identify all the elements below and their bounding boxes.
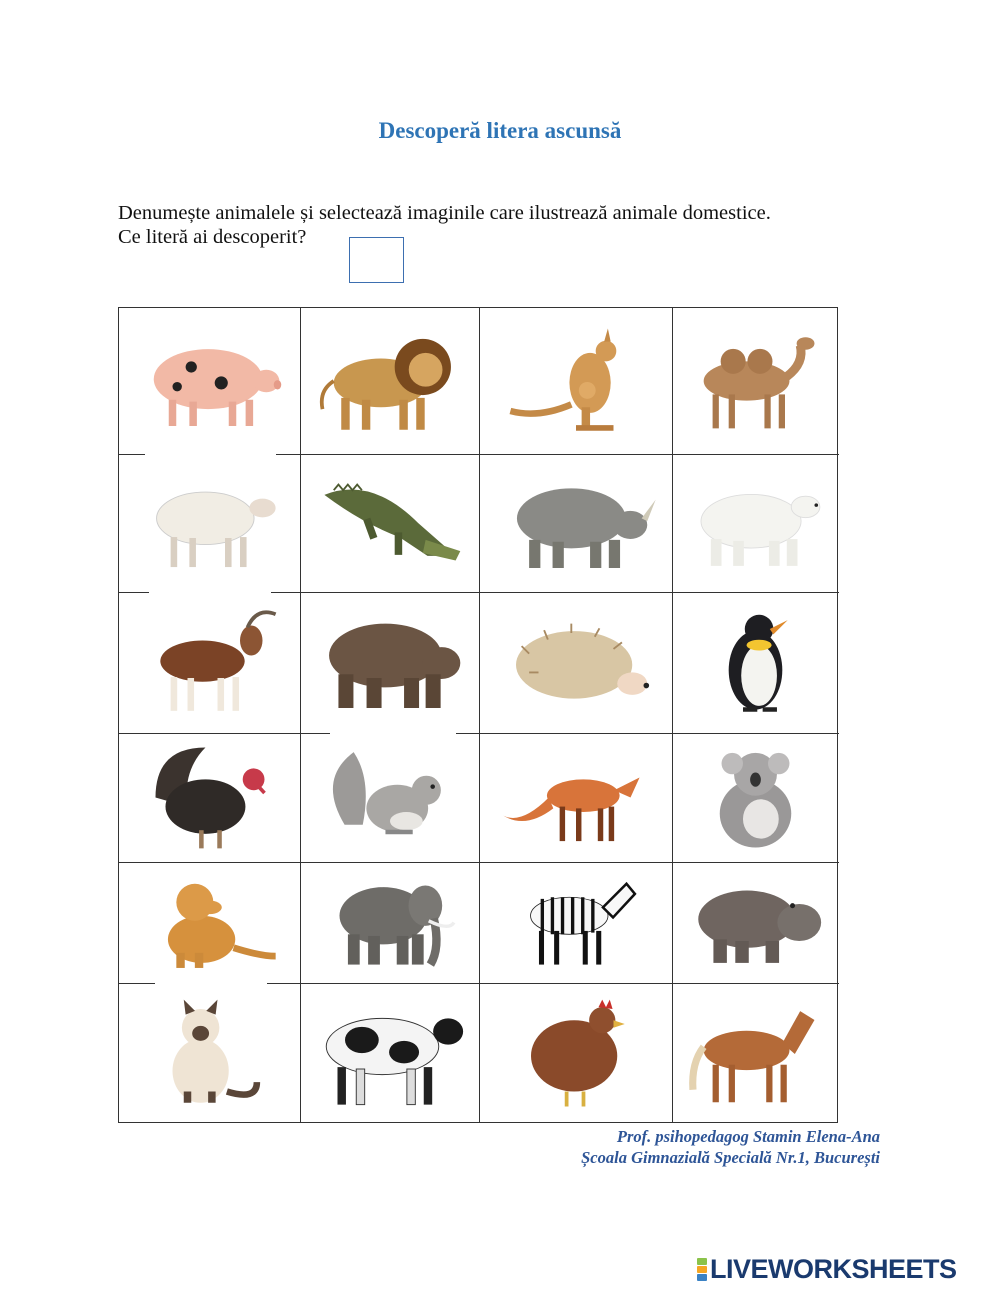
animal-card-1[interactable] xyxy=(123,312,296,450)
animal-card-8[interactable] xyxy=(676,458,835,588)
brown-bear-icon xyxy=(315,603,465,723)
animal-grid xyxy=(118,307,838,1123)
cat-icon xyxy=(135,994,285,1114)
koala-icon xyxy=(684,743,827,852)
instructions xyxy=(118,201,771,249)
animal-card-9[interactable] xyxy=(123,596,296,729)
animal-card-6[interactable] xyxy=(304,458,475,588)
dog-icon xyxy=(135,872,285,973)
animal-card-18[interactable] xyxy=(304,866,475,979)
animal-card-17[interactable] xyxy=(123,866,296,979)
crocodile-icon xyxy=(315,464,465,582)
animal-card-10[interactable] xyxy=(304,596,475,729)
page-title: Descoperă litera ascunsă xyxy=(378,118,622,143)
squirrel-icon xyxy=(315,743,465,852)
animal-card-12[interactable] xyxy=(676,596,835,729)
lion-icon xyxy=(315,321,465,441)
logo-text: LIVEWORKSHEETS xyxy=(710,1254,957,1284)
pig-icon xyxy=(135,321,285,441)
penguin-icon xyxy=(684,603,827,723)
animal-card-15[interactable] xyxy=(483,737,668,858)
animal-card-7[interactable] xyxy=(483,458,668,588)
horse-icon xyxy=(684,994,827,1114)
animal-card-3[interactable] xyxy=(483,312,668,450)
cow-icon xyxy=(315,994,465,1114)
animal-card-13[interactable] xyxy=(123,737,296,858)
hen-icon xyxy=(501,994,651,1114)
animal-card-23[interactable] xyxy=(483,987,668,1120)
animal-card-4[interactable] xyxy=(676,312,835,450)
animal-card-20[interactable] xyxy=(676,866,835,979)
instruction-line-1: Denumește animalele și selectează imaginile care ilustrează animale domestice. xyxy=(118,202,771,224)
animal-card-16[interactable] xyxy=(676,737,835,858)
animal-card-22[interactable] xyxy=(304,987,475,1120)
liveworksheets-logo xyxy=(697,1254,957,1285)
elephant-icon xyxy=(315,872,465,973)
turkey-icon xyxy=(135,743,285,852)
credit-line-1: Prof. psihopedagog Stamin Elena-Ana xyxy=(616,1127,880,1146)
kangaroo-icon xyxy=(501,321,651,441)
credit-line-2: Școala Gimnazială Specială Nr.1, București xyxy=(581,1148,880,1167)
animal-card-24[interactable] xyxy=(676,987,835,1120)
animal-card-5[interactable] xyxy=(123,458,296,588)
author-credit xyxy=(581,1126,880,1168)
hedgehog-icon xyxy=(501,603,651,723)
logo-icon xyxy=(697,1258,707,1281)
animal-card-19[interactable] xyxy=(483,866,668,979)
hippo-icon xyxy=(684,872,827,973)
camel-icon xyxy=(684,321,827,441)
goat-icon xyxy=(135,603,285,723)
sheep-icon xyxy=(135,464,285,582)
animal-card-21[interactable] xyxy=(123,987,296,1120)
instruction-line-2: Ce literă ai descoperit? xyxy=(118,226,307,248)
animal-card-2[interactable] xyxy=(304,312,475,450)
zebra-icon xyxy=(501,872,651,973)
animal-card-14[interactable] xyxy=(304,737,475,858)
answer-input[interactable] xyxy=(349,237,404,283)
polar-bear-icon xyxy=(684,464,827,582)
fox-icon xyxy=(501,743,651,852)
rhino-icon xyxy=(501,464,651,582)
animal-card-11[interactable] xyxy=(483,596,668,729)
